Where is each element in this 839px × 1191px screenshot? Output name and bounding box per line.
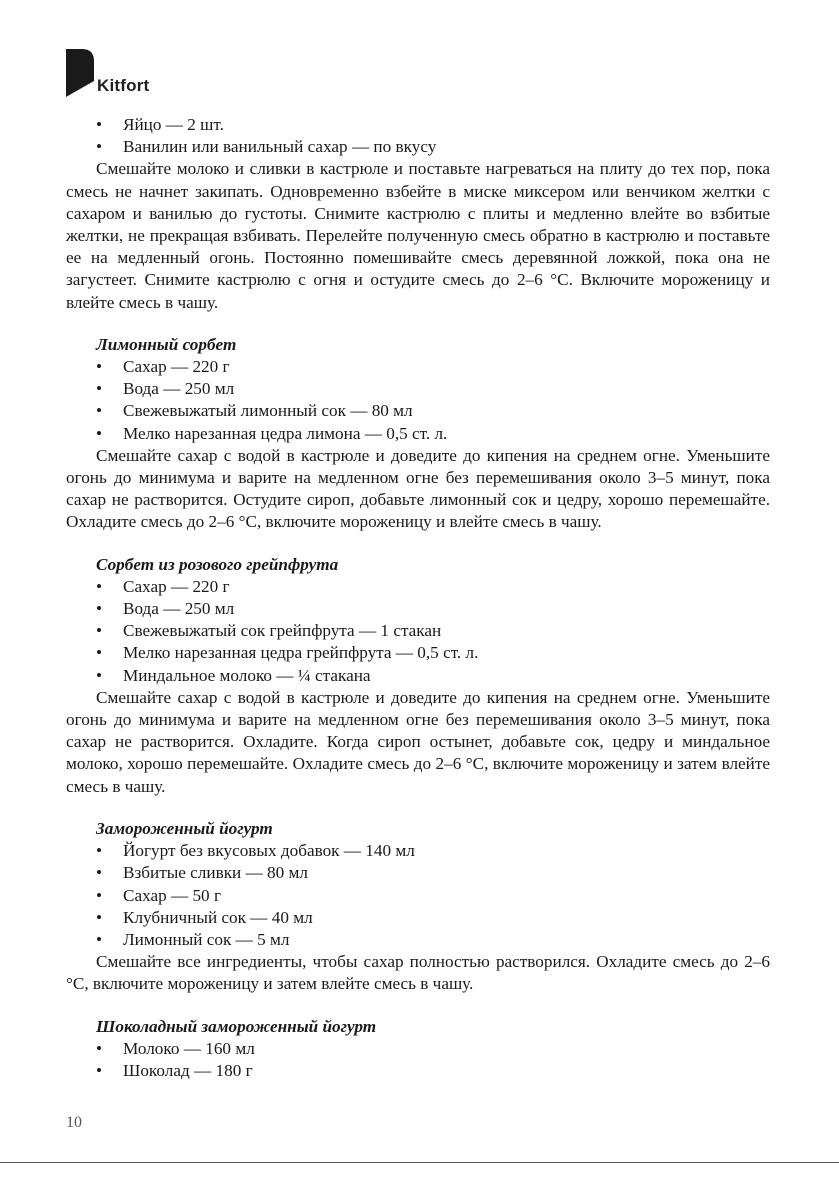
recipe-title: Сорбет из розового грейпфрута xyxy=(96,554,339,574)
page-number: 10 xyxy=(66,1114,82,1131)
list-item: • Мелко нарезанная цедра грейпфрута — 0,5 ст. л. xyxy=(66,642,770,664)
list-item: • Мелко нарезанная цедра лимона — 0,5 ст. л. xyxy=(66,423,770,445)
instruction-paragraph: Смешайте сахар с водой в кастрюле и доведите до кипения на среднем огне. Уменьшите огонь до минимума и варите на медленном огне без перемешивания около 3–5 минут, пока сахар не растворится. Остудите сироп, добавьте лимонный сок и цедру, хорошо перемешайте. Охладите смесь до 2–6 °C, включите мороженицу и влейте смесь в чашу. xyxy=(66,445,770,532)
list-item: • Сахар — 220 г xyxy=(66,576,770,598)
list-item: • Сахар — 50 г xyxy=(66,885,770,907)
list-item: • Шоколад — 180 г xyxy=(66,1060,770,1082)
list-item: • Клубничный сок — 40 мл xyxy=(66,907,770,929)
ingredient-list xyxy=(66,840,770,951)
kitfort-logo-icon xyxy=(66,49,94,97)
list-item: • Взбитые сливки — 80 мл xyxy=(66,862,770,884)
ingredient-list xyxy=(66,356,770,445)
list-item: • Вода — 250 мл xyxy=(66,598,770,620)
instruction-paragraph: Смешайте сахар с водой в кастрюле и доведите до кипения на среднем огне. Уменьшите огонь до минимума и варите на медленном огне без перемешивания около 3–5 минут, пока сахар не растворится. Охладите. Когда сироп остынет, добавьте сок, цедру и миндальное молоко, хорошо перемешайте. Охладите смесь до 2–6 °C, включите мороженицу и затем влейте смесь в чашу. xyxy=(66,687,770,796)
document-body xyxy=(66,114,770,1082)
list-item: • Свежевыжатый сок грейпфрута — 1 стакан xyxy=(66,620,770,642)
list-item: • Яйцо — 2 шт. xyxy=(66,114,770,136)
ingredient-list xyxy=(66,576,770,687)
bottom-divider xyxy=(0,1162,839,1163)
list-item: • Вода — 250 мл xyxy=(66,378,770,400)
brand-logo xyxy=(66,49,176,99)
recipe-title: Шоколадный замороженный йогурт xyxy=(96,1016,377,1036)
list-item: • Сахар — 220 г xyxy=(66,356,770,378)
instruction-paragraph: Смешайте все ингредиенты, чтобы сахар полностью растворился. Охладите смесь до 2–6 °C, включите мороженицу и затем влейте смесь в чашу. xyxy=(66,952,770,994)
list-item: • Лимонный сок — 5 мл xyxy=(66,929,770,951)
list-item: • Свежевыжатый лимонный сок — 80 мл xyxy=(66,400,770,422)
list-item: • Миндальное молоко — ¼ стакана xyxy=(66,665,770,687)
recipe-title: Лимонный сорбет xyxy=(96,334,237,354)
recipe-title: Замороженный йогурт xyxy=(96,818,273,838)
list-item: • Молоко — 160 мл xyxy=(66,1038,770,1060)
brand-name: Kitfort xyxy=(97,76,150,95)
instruction-paragraph: Смешайте молоко и сливки в кастрюле и поставьте нагреваться на плиту до тех пор, пока смесь не начнет закипать. Одновременно взбейте в миске миксером или венчиком желтки с сахаром и ванилью до густоты. Снимите кастрюлю с плиты и медленно влейте во взбитые желтки, не прекращая взбивать. Перелейте полученную смесь обратно в кастрюлю и поставьте ее на медленный огонь. Постоянно помешивайте смесь деревянной ложкой, пока она не загустеет. Снимите кастрюлю с огня и остудите смесь до 2–6 °C. Включите мороженицу и влейте смесь в чашу. xyxy=(66,159,770,312)
list-item: • Йогурт без вкусовых добавок — 140 мл xyxy=(66,840,770,862)
list-item: • Ванилин или ванильный сахар — по вкусу xyxy=(66,136,770,158)
ingredient-list xyxy=(66,114,770,158)
ingredient-list xyxy=(66,1038,770,1082)
